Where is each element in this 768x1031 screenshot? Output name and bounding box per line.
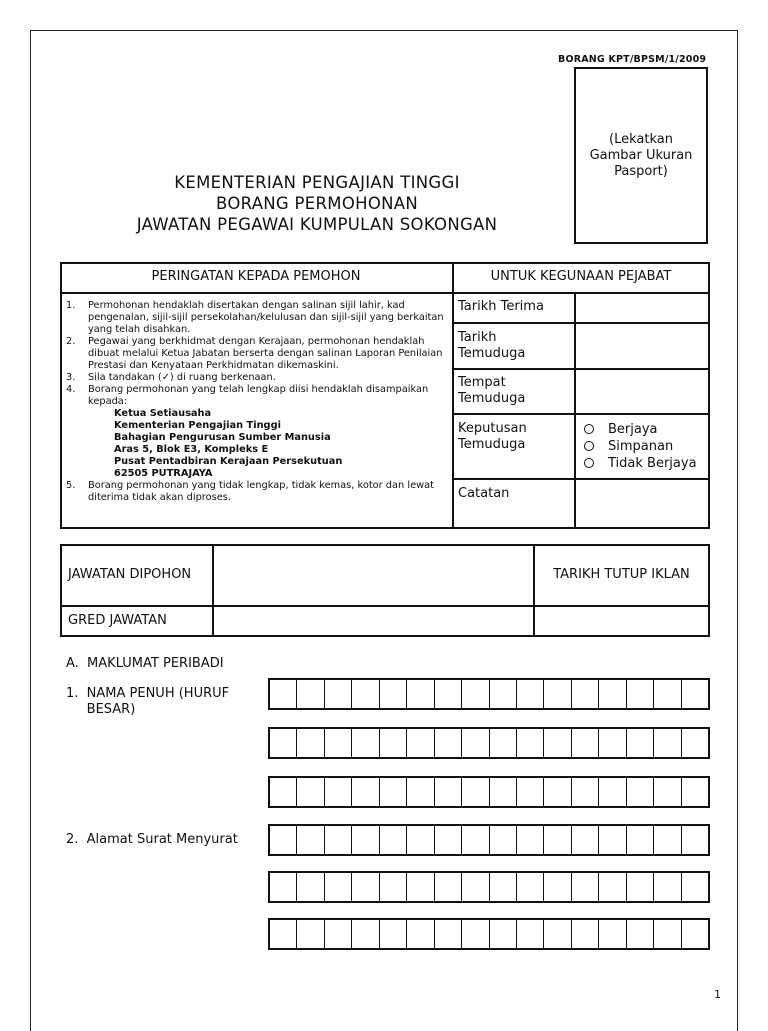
note-item: 1. Permohonan hendaklah disertakan dengan salinan sijil lahir, kad pengenalan, sijil-sijil persekolahan/kelulusan dan sijil-sijil yang berkaitan yang telah disahkan. [66,300,444,335]
note-item: 5. Borang permohonan yang tidak lengkap, tidak kemas, kotor dan lewat diterima tidak akan diproses. [66,480,434,503]
form-title: BORANG PERMOHONAN [215,194,418,213]
warning-notes [66,300,452,504]
address-char-grid-row-1[interactable] [268,824,710,856]
address-char-grid-row-3[interactable] [268,918,710,950]
passport-photo-box[interactable] [574,67,708,244]
grade-field[interactable] [214,607,532,635]
divider [452,368,710,370]
ministry-title: KEMENTERIAN PENGAJIAN TINGGI [174,173,460,192]
name-char-grid-row-2[interactable] [268,727,710,759]
divider [452,262,454,529]
radio-circle-icon [584,458,594,468]
divider [60,292,710,294]
warning-header: PERINGATAN KEPADA PEMOHON [151,269,361,284]
radio-circle-icon [584,424,594,434]
page-number: 1 [714,988,721,1001]
name-char-grid-row-1[interactable] [268,678,710,710]
interview-place-label: Tempat Temuduga [458,375,526,406]
radio-berjaya[interactable]: Berjaya [584,421,658,438]
position-applied-label: JAWATAN DIPOHON [68,567,192,582]
divider [452,478,710,480]
form-code: BORANG KPT/BPSM/1/2009 [558,54,707,65]
divider [574,292,576,529]
full-name-label: 1. NAMA PENUH (HURUF BESAR) [66,686,230,717]
grade-label: GRED JAWATAN [68,613,167,628]
form-title-block [60,172,574,235]
radio-tidak-berjaya[interactable]: Tidak Berjaya [584,455,697,472]
photo-box-label: (Lekatkan Gambar Ukuran Pasport) [589,131,693,179]
closing-date-label: TARIKH TUTUP IKLAN [553,567,690,582]
note-item: 4. Borang permohonan yang telah lengkap diisi hendaklah disampaikan kepada: [66,384,429,407]
interview-date-label: Tarikh Temuduga [458,330,526,361]
position-applied-field[interactable] [214,546,532,604]
divider [452,322,710,324]
office-header: UNTUK KEGUNAAN PEJABAT [490,269,672,284]
mailing-address-label: 2. Alamat Surat Menyurat [66,832,238,847]
interview-result-label: Keputusan Temuduga [458,421,527,452]
address-char-grid-row-2[interactable] [268,871,710,903]
name-char-grid-row-3[interactable] [268,776,710,808]
note-item: 3. Sila tandakan (✓) di ruang berkenaan. [66,372,276,383]
closing-date-field[interactable] [535,607,708,635]
radio-simpanan[interactable]: Simpanan [584,438,673,455]
section-a-title: A. MAKLUMAT PERIBADI [66,656,224,671]
divider [452,413,710,415]
notes-label: Catatan [458,486,510,501]
submission-address: Ketua Setiausaha Kementerian Pengajian Tinggi Bahagian Pengurusan Sumber Manusia Aras 5, Blok E3, Kompleks E Pusat Pentadbiran Kerajaan Persekutuan 62505 PUTRAJAYA [114,408,343,479]
position-title: JAWATAN PEGAWAI KUMPULAN SOKONGAN [136,215,498,234]
note-item: 2. Pegawai yang berkhidmat dengan Kerajaan, permohonan hendaklah dibuat melalui Ketua Jabatan berserta dengan salinan Laporan Penilaian Prestasi dan Kenyataan Perkhidmatan dikemaskini. [66,336,443,371]
radio-circle-icon [584,441,594,451]
received-date-label: Tarikh Terima [458,299,544,314]
